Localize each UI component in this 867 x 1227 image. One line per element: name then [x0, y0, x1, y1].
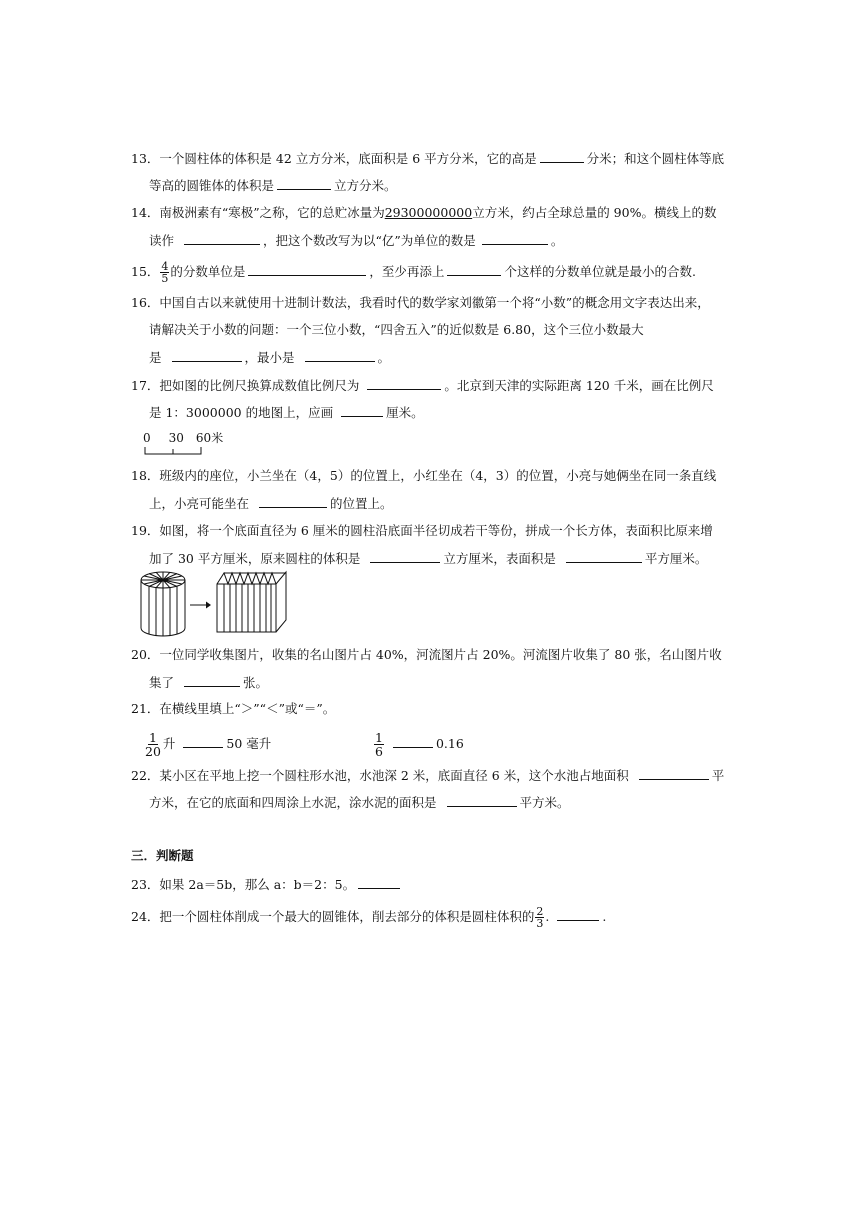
answer-blank[interactable] — [482, 232, 548, 245]
answer-blank[interactable] — [183, 735, 223, 748]
fraction: $\frac{1}{20}$ — [145, 730, 161, 759]
question-21-item-2: $\frac{1}{6}$ 0.16 — [375, 730, 464, 759]
section-title: 三．判断题 — [131, 848, 194, 863]
answer-blank[interactable] — [184, 674, 240, 687]
scale-bar — [144, 446, 204, 456]
question-24: 24．把一个圆柱体削成一个最大的圆锥体，削去部分的体积是圆柱体积的 $\frac{2}{3}$ . . — [131, 905, 607, 930]
question-14-line-2: 读作 ，把这个数改写为以“亿”为单位的数是 。 — [149, 233, 564, 248]
question-15: 15． $\frac{4}{5}$ 的分数单位是 ，至少再添上 个这样的分数单位就是最小的合数. — [131, 260, 696, 285]
answer-blank[interactable] — [639, 767, 709, 780]
fraction: $\frac{2}{3}$ — [536, 905, 544, 930]
question-21: 21．在横线里填上“＞”“＜”或“＝”。 — [131, 701, 336, 716]
question-21-item-1: $\frac{1}{20}$ 升 50 毫升 — [145, 730, 272, 759]
question-18-line-2: 上，小亮可能坐在 的位置上。 — [149, 496, 393, 511]
fraction: $\frac{4}{5}$ — [161, 260, 169, 285]
answer-blank[interactable] — [370, 550, 440, 563]
question-19-line-1: 19．如图，将一个底面直径为 6 厘米的圆柱沿底面半径切成若干等份，拼成一个长方体，表面积比原来增 — [131, 523, 713, 538]
question-13-line-1: 13．一个圆柱体的体积是 42 立方分米，底面积是 6 平方分米，它的高是 分米；和这个圆柱体等底 — [131, 151, 725, 166]
question-16-line-2: 请解决关于小数的问题：一个三位小数，“四舍五入”的近似数是 6.80，这个三位小数最大 — [149, 322, 644, 337]
question-18-line-1: 18．班级内的座位，小兰坐在（4，5）的位置上，小红坐在（4，3）的位置，小亮与她俩坐在同一条直线 — [131, 468, 717, 483]
answer-blank[interactable] — [172, 349, 242, 362]
answer-blank[interactable] — [277, 177, 331, 190]
answer-blank[interactable] — [259, 495, 327, 508]
answer-blank[interactable] — [540, 150, 584, 163]
answer-blank[interactable] — [358, 876, 400, 889]
answer-blank[interactable] — [557, 908, 599, 921]
fraction: $\frac{1}{6}$ — [375, 730, 383, 759]
question-22-line-1: 22．某小区在平地上挖一个圆柱形水池，水池深 2 米，底面直径 6 米，这个水池占地面积 平 — [131, 768, 725, 783]
cylinder-to-cuboid-figure — [140, 570, 290, 638]
question-20-line-1: 20．一位同学收集图片，收集的名山图片占 40%，河流图片占 20%。河流图片收集了 80 张，名山图片收 — [131, 647, 722, 662]
question-20-line-2: 集了 张。 — [149, 675, 269, 690]
question-23: 23．如果 2a＝5b，那么 a：b＝2：5。 — [131, 876, 403, 893]
question-13-line-2: 等高的圆锥体的体积是 立方分米。 — [149, 178, 397, 193]
question-17-line-1: 17．把如图的比例尺换算成数值比例尺为 。北京到天津的实际距离 120 千米，画在比例尺 — [131, 378, 714, 393]
answer-blank[interactable] — [566, 550, 642, 563]
answer-blank[interactable] — [248, 263, 366, 276]
answer-blank[interactable] — [184, 232, 260, 245]
question-16-line-1: 16．中国自古以来就使用十进制计数法，我看时代的数学家刘徽第一个将“小数”的概念用文字表达出来， — [131, 295, 710, 310]
question-17-line-2: 是 1：3000000 的地图上，应画 厘米。 — [149, 405, 424, 420]
answer-blank[interactable] — [305, 349, 375, 362]
answer-blank[interactable] — [367, 377, 441, 390]
scale-bar-labels: 0 30 60米 — [143, 431, 224, 445]
question-16-line-3: 是 ，最小是 。 — [149, 350, 391, 365]
answer-blank[interactable] — [447, 794, 517, 807]
answer-blank[interactable] — [341, 404, 383, 417]
question-22-line-2: 方米，在它的底面和四周涂上水泥，涂水泥的面积是 平方米。 — [149, 795, 570, 810]
answer-blank[interactable] — [447, 263, 501, 276]
question-19-line-2: 加了 30 平方厘米，原来圆柱的体积是 立方厘米，表面积是 平方厘米。 — [149, 551, 708, 566]
answer-blank[interactable] — [393, 735, 433, 748]
question-14-line-1: 14．南极洲素有“寒极”之称，它的总贮冰量为29300000000立方米，约占全球总量的 90%。横线上的数 — [131, 205, 717, 220]
